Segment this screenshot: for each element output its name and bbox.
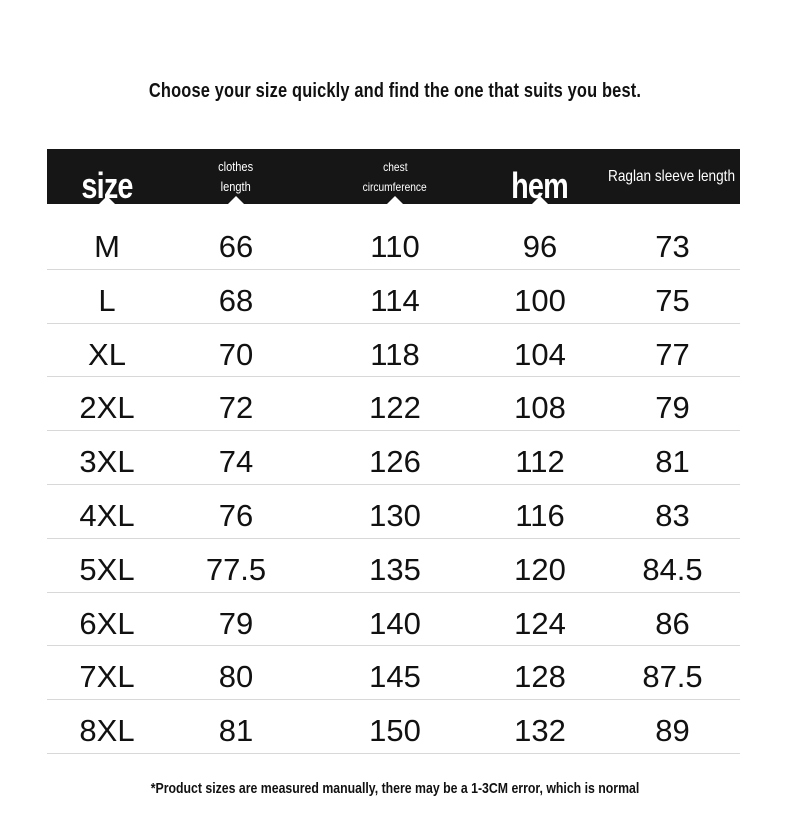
cell-length: 70 bbox=[218, 336, 254, 372]
table-row bbox=[47, 593, 740, 647]
cell-sleeve: 73 bbox=[655, 229, 690, 264]
size-table-body bbox=[47, 216, 740, 754]
cell-chest: 145 bbox=[369, 659, 421, 695]
cell-sleeve: 81 bbox=[655, 444, 690, 480]
table-row bbox=[47, 539, 740, 593]
cell-size: 7XL bbox=[79, 659, 135, 695]
header-notch bbox=[98, 196, 116, 204]
cell-size: L bbox=[98, 282, 116, 318]
cell-chest: 114 bbox=[370, 282, 420, 318]
cell-size: 5XL bbox=[79, 551, 135, 587]
cell-chest: 130 bbox=[369, 497, 421, 533]
cell-sleeve: 83 bbox=[655, 497, 690, 533]
cell-sleeve: 89 bbox=[655, 713, 690, 749]
cell-chest: 150 bbox=[369, 713, 421, 749]
cell-sleeve: 75 bbox=[655, 282, 690, 318]
header-clothes-length-line1: clothes bbox=[218, 158, 254, 174]
table-row bbox=[47, 270, 740, 324]
cell-sleeve: 79 bbox=[655, 390, 690, 426]
cell-size: 2XL bbox=[79, 390, 135, 426]
table-row bbox=[47, 485, 740, 539]
header-chest-line1: chest bbox=[382, 159, 408, 174]
cell-length: 77.5 bbox=[205, 551, 267, 587]
cell-size: 8XL bbox=[79, 713, 135, 749]
cell-sleeve: 77 bbox=[655, 336, 690, 372]
cell-hem: 96 bbox=[522, 229, 558, 264]
cell-size: 4XL bbox=[79, 497, 135, 533]
header-raglan-sleeve-length bbox=[605, 149, 740, 204]
cell-size: XL bbox=[88, 336, 126, 372]
header-size-label: size bbox=[81, 164, 133, 204]
cell-length: 68 bbox=[218, 282, 254, 318]
table-row bbox=[47, 646, 740, 700]
footer-note: *Product sizes are measured manually, there may be a 1-3CM error, which is normal bbox=[150, 780, 640, 797]
header-notch bbox=[386, 196, 404, 204]
table-row bbox=[47, 700, 740, 754]
cell-hem: 108 bbox=[514, 390, 566, 426]
cell-length: 74 bbox=[218, 444, 254, 480]
cell-hem: 132 bbox=[514, 713, 566, 749]
cell-chest: 135 bbox=[369, 551, 421, 587]
cell-sleeve: 86 bbox=[655, 605, 690, 641]
cell-hem: 128 bbox=[514, 659, 566, 695]
cell-hem: 112 bbox=[515, 444, 565, 480]
header-sleeve-label: Raglan sleeve length bbox=[608, 167, 736, 185]
table-row bbox=[47, 431, 740, 485]
cell-chest: 110 bbox=[370, 229, 420, 264]
cell-chest: 122 bbox=[369, 390, 421, 426]
size-table-header bbox=[47, 149, 740, 204]
cell-hem: 104 bbox=[514, 336, 566, 372]
cell-sleeve: 84.5 bbox=[642, 551, 703, 587]
cell-hem: 100 bbox=[514, 282, 566, 318]
cell-hem: 120 bbox=[514, 551, 566, 587]
cell-hem: 124 bbox=[514, 605, 566, 641]
page-title: Choose your size quickly and find the one that suits you best. bbox=[148, 80, 642, 102]
cell-chest: 140 bbox=[369, 605, 421, 641]
header-hem-label: hem bbox=[511, 164, 569, 204]
cell-size: 6XL bbox=[79, 605, 135, 641]
cell-size: M bbox=[94, 229, 120, 264]
table-row bbox=[47, 216, 740, 270]
cell-length: 76 bbox=[218, 497, 254, 533]
table-row bbox=[47, 377, 740, 431]
cell-sleeve: 87.5 bbox=[642, 659, 703, 695]
cell-length: 81 bbox=[218, 713, 254, 749]
cell-length: 79 bbox=[218, 605, 254, 641]
header-chest-line2: circumference bbox=[362, 179, 428, 194]
cell-length: 66 bbox=[218, 229, 254, 264]
header-notch bbox=[227, 196, 245, 204]
cell-length: 72 bbox=[218, 390, 254, 426]
header-notch bbox=[531, 196, 549, 204]
cell-chest: 118 bbox=[370, 336, 420, 372]
cell-size: 3XL bbox=[79, 444, 135, 480]
cell-hem: 116 bbox=[515, 497, 565, 533]
cell-chest: 126 bbox=[369, 444, 421, 480]
cell-length: 80 bbox=[218, 659, 254, 695]
header-clothes-length-line2: length bbox=[220, 178, 252, 194]
table-row bbox=[47, 324, 740, 378]
